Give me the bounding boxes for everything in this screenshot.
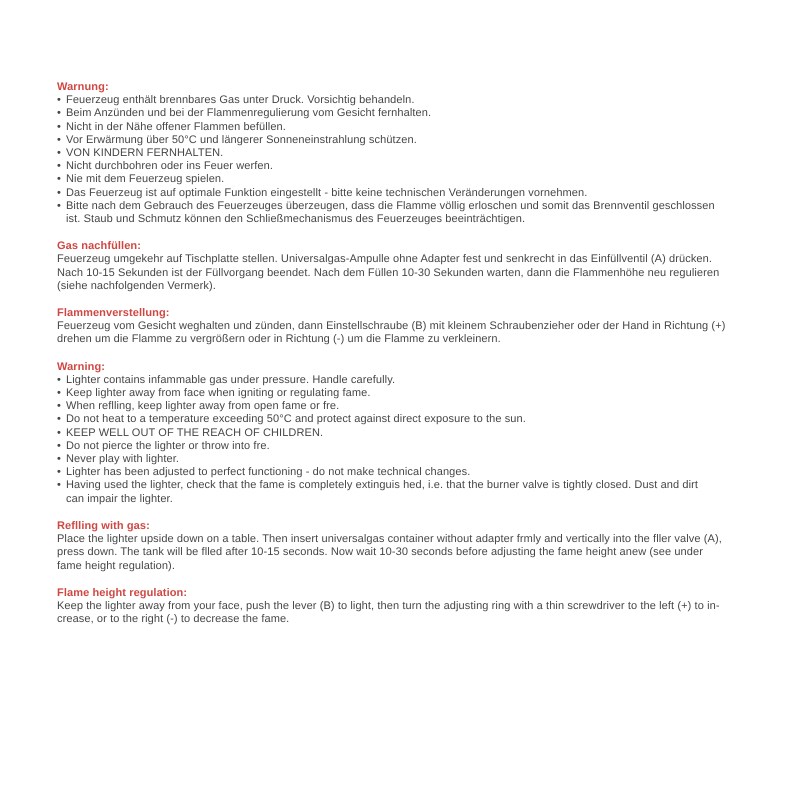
bullet-line: Keep lighter away from face when igniting or regulating fame. <box>66 387 371 400</box>
paragraph-line: Nach 10-15 Sekunden ist der Füllvorgang beendet. Nach dem Füllen 10-30 Sekunden warten, dann die Flammenhöhe neu regulieren <box>57 266 720 279</box>
bullet-icon: • <box>57 133 61 146</box>
bullet-item <box>57 400 747 413</box>
section-heading: Reflling with gas: <box>57 519 150 532</box>
bullet-line: Beim Anzünden und bei der Flammenregulierung vom Gesicht fernhalten. <box>66 107 432 120</box>
bullet-icon: • <box>57 373 61 386</box>
bullet-icon: • <box>57 199 61 212</box>
section-refilling-with-gas <box>57 520 747 573</box>
paragraph-line: drehen um die Flamme zu vergrößern oder in Richtung (-) um die Flamme zu verkleinern. <box>57 333 501 346</box>
bullet-icon: • <box>57 413 61 426</box>
section-heading: Warnung: <box>57 81 109 93</box>
paragraph-line: (siehe nachfolgenden Vermerk). <box>57 279 216 292</box>
section-heading: Flame height regulation: <box>57 586 188 599</box>
bullet-line: Nicht in der Nähe offener Flammen befüllen. <box>66 120 286 133</box>
paragraph-line: Feuerzeug vom Gesicht weghalten und zünden, dann Einstellschraube (B) mit kleinem Schraubenzieher oder der Hand in Richtung (+) <box>57 320 726 333</box>
bullet-line: Bitte nach dem Gebrauch des Feuerzeuges überzeugen, dass die Flamme völlig erloschen und somit das Brennventil geschlossen <box>66 199 715 212</box>
section-heading: Gas nachfüllen: <box>57 240 142 253</box>
bullet-line: Das Feuerzeug ist auf optimale Funktion eingestellt - bitte keine technischen Veränderungen vornehmen. <box>66 186 588 199</box>
bullet-line: Nie mit dem Feuerzeug spielen. <box>66 173 225 186</box>
bullet-item <box>57 121 747 134</box>
bullet-item <box>57 107 747 120</box>
bullet-line: ist. Staub und Schmutz können den Schließmechanismus des Feuerzeuges beeinträchtigen. <box>66 213 526 226</box>
bullet-item <box>57 134 747 147</box>
bullet-line: can impair the lighter. <box>66 492 173 505</box>
bullet-icon: • <box>57 107 61 120</box>
bullet-icon: • <box>57 147 61 160</box>
bullet-icon: • <box>57 466 61 479</box>
bullet-icon: • <box>57 160 61 173</box>
bullet-line: VON KINDERN FERNHALTEN. <box>66 147 224 160</box>
bullet-icon: • <box>57 120 61 133</box>
bullet-item <box>57 440 747 453</box>
bullet-icon: • <box>57 94 61 107</box>
section-warning-en <box>57 361 747 506</box>
section-heading: Warning: <box>57 360 106 373</box>
bullet-list <box>57 374 747 506</box>
bullet-item <box>57 94 747 107</box>
bullet-icon: • <box>57 387 61 400</box>
bullet-item <box>57 374 747 387</box>
paragraph-line: Place the lighter upside down on a table. Then insert universalgas container without adapter frmly and vertically into the fller valve (A), <box>57 533 722 546</box>
section-heading: Flammenverstellung: <box>57 307 170 320</box>
section-flammenverstellung <box>57 307 747 347</box>
bullet-item <box>57 479 747 505</box>
bullet-line: Do not heat to a temperature exceeding 50°C and protect against direct exposure to the sun. <box>66 413 526 426</box>
section-gas-nachfuellen <box>57 240 747 293</box>
bullet-icon: • <box>57 173 61 186</box>
paragraph-line: press down. The tank will be flled after 10-15 seconds. Now wait 10-30 seconds before adjusting the fame height anew (see under <box>57 546 703 559</box>
bullet-line: Having used the lighter, check that the fame is completely extinguis hed, i.e. that the burner valve is tightly closed. Dust and dirt <box>66 479 699 492</box>
paragraph-line: Feuerzeug umgekehr auf Tischplatte stellen. Universalgas-Ampulle ohne Adapter fest und senkrecht in das Einfüllventil (A) drücken. <box>57 253 713 266</box>
bullet-icon: • <box>57 186 61 199</box>
paragraph-line: crease, or to the right (-) to decrease the fame. <box>57 613 290 626</box>
bullet-line: Feuerzeug enthält brennbares Gas unter Druck. Vorsichtig behandeln. <box>66 94 415 107</box>
bullet-icon: • <box>57 439 61 452</box>
bullet-item <box>57 173 747 186</box>
bullet-icon: • <box>57 453 61 466</box>
bullet-line: Lighter contains infammable gas under pressure. Handle carefully. <box>66 373 396 386</box>
bullet-icon: • <box>57 426 61 439</box>
bullet-line: Nicht durchbohren oder ins Feuer werfen. <box>66 160 273 173</box>
bullet-line: Do not pierce the lighter or throw into fre. <box>66 439 270 452</box>
bullet-list <box>57 94 747 226</box>
bullet-line: KEEP WELL OUT OF THE REACH OF CHILDREN. <box>66 426 324 439</box>
bullet-item <box>57 147 747 160</box>
bullet-item <box>57 427 747 440</box>
bullet-item <box>57 387 747 400</box>
bullet-line: Vor Erwärmung über 50°C und längerer Sonneneinstrahlung schützen. <box>66 133 417 146</box>
bullet-item <box>57 466 747 479</box>
bullet-item <box>57 160 747 173</box>
document-body <box>57 81 747 626</box>
bullet-item <box>57 453 747 466</box>
section-warnung-de <box>57 81 747 226</box>
bullet-item <box>57 187 747 200</box>
bullet-item <box>57 413 747 426</box>
bullet-icon: • <box>57 479 61 492</box>
section-flame-height-regulation <box>57 587 747 627</box>
bullet-line: Lighter has been adjusted to perfect functioning - do not make technical changes. <box>66 466 471 479</box>
paragraph-line: Keep the lighter away from your face, push the lever (B) to light, then turn the adjusting ring with a thin screwdriver to the left (+) to in- <box>57 599 720 612</box>
bullet-icon: • <box>57 400 61 413</box>
bullet-line: When reflling, keep lighter away from open fame or fre. <box>66 400 340 413</box>
bullet-item <box>57 200 747 226</box>
bullet-line: Never play with lighter. <box>66 453 180 466</box>
paragraph-line: fame height regulation). <box>57 559 175 572</box>
